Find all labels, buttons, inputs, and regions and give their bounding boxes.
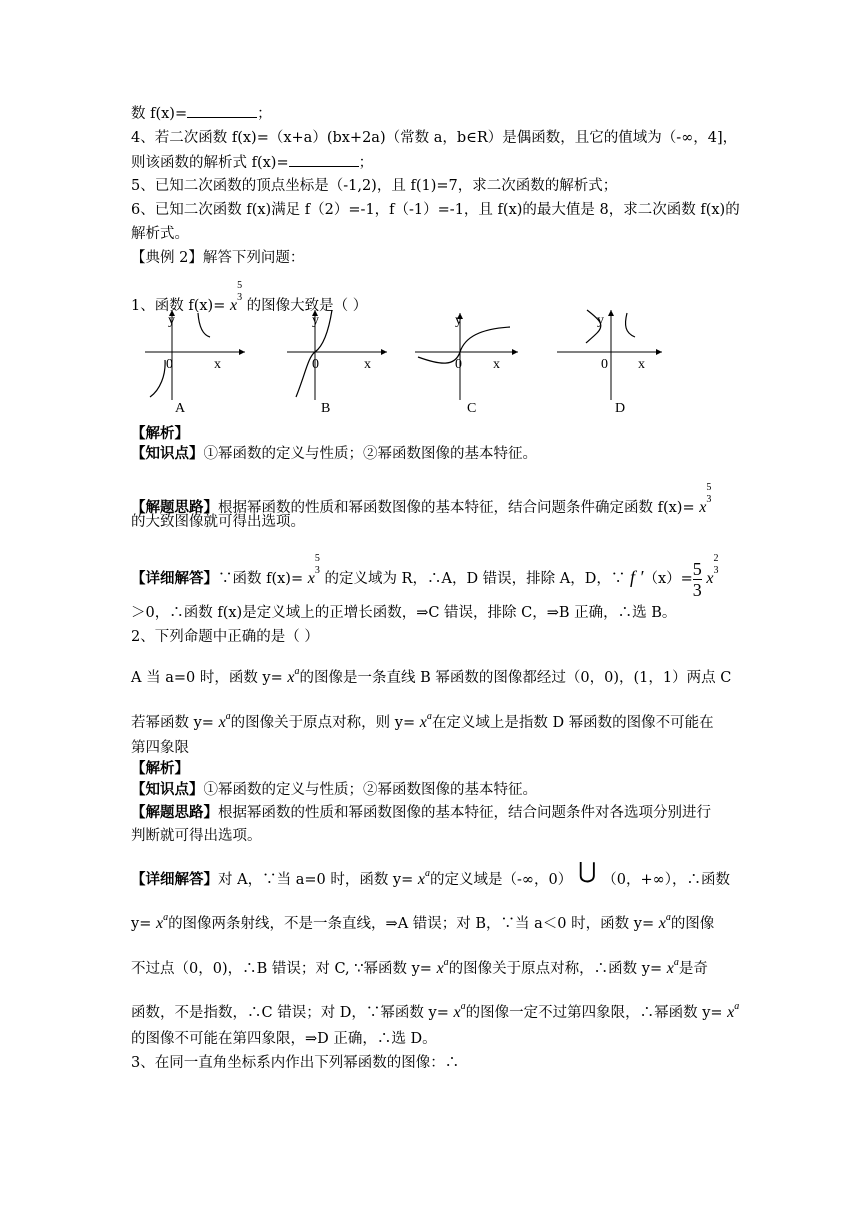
math-x: x: [699, 499, 707, 516]
den: 3: [314, 565, 320, 576]
math-a: a: [163, 912, 169, 923]
detailed-answer-2-l1: [131, 859, 730, 892]
knowledge-point-2: [131, 780, 537, 800]
example-2-heading: 【典例 2】解答下列问题：: [131, 250, 305, 266]
math-x: x: [419, 714, 427, 731]
math-x: x: [417, 871, 425, 888]
option-label-a: A: [175, 401, 186, 416]
text: 的图像一定不过第四象限，∴幂函数 y=: [465, 1005, 728, 1021]
blank-line: [187, 103, 257, 118]
math-a: a: [734, 1001, 740, 1012]
solution-idea-2: [131, 803, 711, 823]
text: 的定义域是（-∞，0）: [430, 872, 573, 888]
question-2: 2、下列命题中正确的是（ ）: [131, 629, 319, 645]
text: 的图像: [670, 916, 715, 932]
label: 【知识点】: [131, 782, 204, 798]
math-a: a: [665, 912, 671, 923]
detailed-answer: [131, 553, 719, 600]
num: 5: [706, 482, 712, 493]
text: 的图像两条射线，不是一条直线，⇒A 错误；对 B，∵当 a＜0 时，函数 y=: [168, 916, 659, 932]
text: 的图像大致是（ ）: [246, 298, 368, 314]
text: 的图像关于原点对称，则 y=: [230, 715, 420, 731]
text: 的图像是一条直线 B 幂函数的图像都经过（0，0)，(1，1）两点 C: [299, 670, 732, 686]
detailed-answer-cont: ＞0，∴函数 f(x)是定义域上的正增长函数，⇒C 错误，排除 C，⇒B 正确，∴选 B。: [131, 605, 677, 621]
q2-option-line2: [131, 705, 714, 735]
text: 则该函数的解析式 f(x)=: [131, 155, 289, 171]
text: 的图像关于原点对称，∴函数 y=: [448, 961, 667, 977]
blank-line: [289, 152, 359, 167]
option-label-c: C: [467, 401, 477, 416]
math-a: a: [294, 666, 300, 677]
math-x: x: [706, 570, 714, 587]
math-x: x: [287, 669, 295, 686]
line-fill-blank-2: [131, 152, 373, 173]
math-a: a: [225, 711, 231, 722]
question-4: 4、若二次函数 f(x)=（x+a）(bx+2a)（常数 a，b∈R）是偶函数，且它的值域为（-∞，4]，: [131, 130, 738, 146]
fraction-5-3: [693, 559, 702, 600]
graph-options: [0, 305, 860, 415]
text: y=: [131, 916, 156, 932]
num: 5: [314, 553, 320, 564]
text: 根据幂函数的性质和幂函数图像的基本特征，结合问题条件对各选项分别进行: [218, 805, 711, 821]
math-x: x: [727, 1004, 735, 1021]
axis-y-label: y: [597, 313, 604, 328]
math-x: x: [218, 714, 226, 731]
math-a: a: [673, 957, 679, 968]
exponent-fraction: [315, 553, 320, 577]
text: 数 f(x)=: [131, 106, 188, 122]
math-x: x: [453, 1004, 461, 1021]
line-fill-blank-1: [131, 103, 272, 124]
analysis-heading-2: 【解析】: [131, 761, 189, 777]
question-3: 3、在同一直角坐标系内作出下列幂函数的图像：∴: [131, 1055, 460, 1071]
num: 2: [713, 553, 719, 564]
math-fprime: f ′: [630, 567, 644, 587]
label: 【详细解答】: [131, 571, 218, 587]
origin-label: 0: [601, 357, 608, 372]
union-symbol: ⋃: [578, 859, 597, 884]
text: ①幂函数的定义与性质；②幂函数图像的基本特征。: [203, 446, 537, 462]
detailed-answer-2-l5: 的图像不可能在第四象限，⇒D 正确，∴选 D。: [131, 1031, 437, 1047]
den: 3: [713, 565, 719, 576]
text: （x）=: [643, 571, 693, 587]
axis-y-label: y: [455, 313, 462, 328]
math-x: x: [155, 915, 164, 932]
den: 3: [692, 579, 702, 600]
text: ；: [358, 155, 374, 171]
label: 【解题思路】: [131, 500, 218, 516]
text: ∵函数 f(x)=: [218, 571, 308, 587]
q2-option-line1: [131, 660, 731, 690]
question-5: 5、已知二次函数的顶点坐标是（-1,2)，且 f(1)=7，求二次函数的解析式；: [131, 178, 618, 194]
math-x: x: [666, 960, 674, 977]
text: ①幂函数的定义与性质；②幂函数图像的基本特征。: [203, 782, 537, 798]
num: 5: [237, 280, 243, 291]
graph-d: [557, 310, 662, 400]
origin-label: 0: [455, 357, 462, 372]
solution-idea-cont: 的大致图像就可得出选项。: [131, 514, 305, 530]
detailed-answer-2-l2: [131, 906, 714, 936]
exponent-fraction: [706, 482, 711, 506]
question-6: 6、已知二次函数 f(x)满足 f（2）=-1，f（-1）=-1，且 f(x)的最大值是 8，求二次函数 f(x)的: [131, 202, 740, 218]
text: 不过点（0，0)，∴B 错误；对 C, ∵幂函数 y=: [131, 961, 437, 977]
axis-x-label: x: [493, 357, 500, 372]
graph-b: [287, 310, 387, 400]
math-a: a: [425, 868, 430, 879]
text: A 当 a=0 时，函数 y=: [131, 670, 288, 686]
exponent-fraction: [237, 280, 242, 304]
label: 【知识点】: [131, 446, 204, 462]
axis-y-label: y: [312, 313, 319, 328]
exponent-fraction: [714, 553, 719, 577]
detailed-answer-2-l3: [131, 951, 708, 981]
math-a: a: [426, 711, 432, 722]
text: 根据幂函数的性质和幂函数图像的基本特征，结合问题条件确定函数 f(x)=: [218, 500, 700, 516]
question-6-cont: 解析式。: [131, 226, 189, 242]
knowledge-point: [131, 444, 537, 464]
option-label-d: D: [615, 401, 626, 416]
math-x: x: [658, 915, 666, 932]
detailed-answer-2-l4: [131, 995, 739, 1025]
option-label-b: B: [321, 401, 331, 416]
den: 3: [237, 292, 243, 303]
math-a: a: [443, 957, 449, 968]
text: 函数，不是指数，∴C 错误；对 D，∵幂函数 y=: [131, 1005, 454, 1021]
text: 的定义域为 R，∴A，D 错误，排除 A，D，∵: [324, 571, 630, 587]
q2-option-line3: 第四象限: [131, 740, 189, 756]
origin-label: 0: [166, 357, 173, 372]
label: 【解题思路】: [131, 805, 218, 821]
label: 【详细解答】: [131, 872, 218, 888]
graph-c: [415, 313, 518, 400]
axis-x-label: x: [638, 357, 645, 372]
math-x: x: [307, 570, 315, 587]
text: （0，+∞），∴函数: [602, 872, 730, 888]
math-x: x: [229, 297, 238, 314]
solution-idea-2-cont: 判断就可得出选项。: [131, 828, 262, 844]
text: 1、函数 f(x)=: [131, 298, 230, 314]
text: ；: [257, 106, 272, 122]
axis-y-label: y: [168, 313, 175, 328]
text: 是奇: [678, 961, 708, 977]
text: 在定义域上是指数 D 幂函数的图像不可能在: [431, 715, 714, 731]
axis-x-label: x: [214, 357, 221, 372]
graph-a: [145, 310, 245, 400]
den: 3: [706, 494, 712, 505]
analysis-heading: 【解析】: [131, 426, 189, 442]
num: 5: [692, 558, 702, 579]
axis-x-label: x: [364, 357, 371, 372]
text: 若幂函数 y=: [131, 715, 219, 731]
math-a: a: [460, 1001, 466, 1012]
origin-label: 0: [312, 357, 319, 372]
math-x: x: [436, 960, 444, 977]
text: 对 A，∵当 a=0 时，函数 y=: [218, 872, 418, 888]
